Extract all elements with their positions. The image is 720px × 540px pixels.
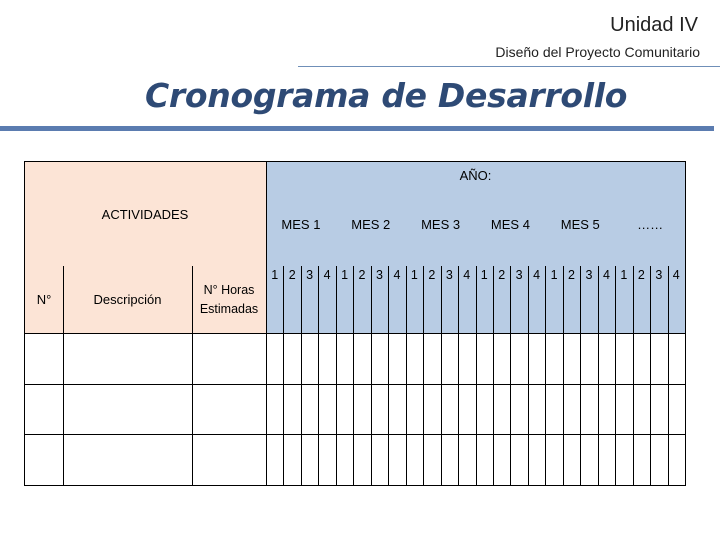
- week-column-divider: [283, 266, 284, 485]
- week-column-divider: [441, 266, 442, 485]
- number-column-header: N°: [36, 292, 52, 307]
- week-column-divider: [563, 266, 564, 485]
- week-label: 1: [550, 268, 558, 282]
- week-column-divider: [528, 266, 529, 485]
- week-column-divider: [650, 266, 651, 485]
- week-label: 1: [271, 268, 279, 282]
- row-divider: [25, 434, 685, 435]
- row-divider: [25, 384, 685, 385]
- week-label: 2: [358, 268, 366, 282]
- week-column-divider: [336, 266, 337, 485]
- week-column-divider: [318, 266, 319, 485]
- activities-schedule-divider: [266, 162, 267, 485]
- week-label: 1: [410, 268, 418, 282]
- week-column-divider: [493, 266, 494, 485]
- description-column-header: Descripción: [93, 292, 162, 307]
- hours-label-line1: N° Horas: [203, 282, 255, 297]
- month-label-2: MES 2: [351, 216, 391, 232]
- week-label: 2: [428, 268, 436, 282]
- week-label: 4: [463, 268, 471, 282]
- description-column-divider: [192, 266, 193, 485]
- month-label-4: MES 4: [490, 216, 530, 232]
- week-column-divider: [668, 266, 669, 485]
- week-label: 3: [585, 268, 593, 282]
- week-label: 1: [341, 268, 349, 282]
- activities-label: ACTIVIDADES: [101, 206, 189, 222]
- month-label-6: ……: [637, 216, 664, 232]
- hours-label-line2: Estimadas: [199, 301, 259, 316]
- week-label: 1: [480, 268, 488, 282]
- header-body-divider: [25, 333, 685, 334]
- week-label: 3: [376, 268, 383, 282]
- unit-title: Unidad IV: [610, 14, 698, 36]
- week-column-divider: [423, 266, 424, 485]
- week-column-divider: [598, 266, 599, 485]
- week-column-divider: [301, 266, 302, 485]
- week-label: 2: [288, 268, 296, 282]
- unit-subtitle: Diseño del Proyecto Comunitario: [495, 44, 700, 60]
- week-column-divider: [476, 266, 477, 485]
- week-label: 3: [445, 268, 453, 282]
- month-label-3: MES 3: [421, 216, 461, 232]
- week-label: 4: [323, 268, 331, 282]
- week-column-divider: [388, 266, 389, 485]
- week-label: 3: [306, 268, 314, 282]
- week-column-divider: [510, 266, 511, 485]
- month-label-5: MES 5: [560, 216, 600, 232]
- week-label: 2: [568, 268, 575, 282]
- title-underline-bar: [0, 126, 714, 131]
- week-label: 4: [393, 268, 401, 282]
- hours-column-header: [192, 266, 266, 333]
- week-column-divider: [458, 266, 459, 485]
- week-column-divider: [406, 266, 407, 485]
- week-column-divider: [633, 266, 634, 485]
- week-label: 2: [498, 268, 506, 282]
- week-column-divider: [580, 266, 581, 485]
- week-column-divider: [615, 266, 616, 485]
- week-label: 4: [533, 268, 541, 282]
- page-title: Cronograma de Desarrollo: [145, 76, 628, 115]
- schedule-table: [24, 161, 686, 486]
- year-label: AÑO:: [459, 167, 492, 183]
- header-divider: [298, 66, 720, 67]
- week-label: 4: [602, 268, 610, 282]
- week-label: 2: [637, 268, 645, 282]
- week-label: 4: [672, 268, 680, 282]
- week-column-divider: [353, 266, 354, 485]
- week-label: 1: [620, 268, 628, 282]
- week-column-divider: [545, 266, 546, 485]
- month-label-1: MES 1: [281, 216, 321, 232]
- week-column-divider: [371, 266, 372, 485]
- number-column-divider: [63, 266, 64, 485]
- week-label: 3: [515, 268, 523, 282]
- week-label: 3: [655, 268, 663, 282]
